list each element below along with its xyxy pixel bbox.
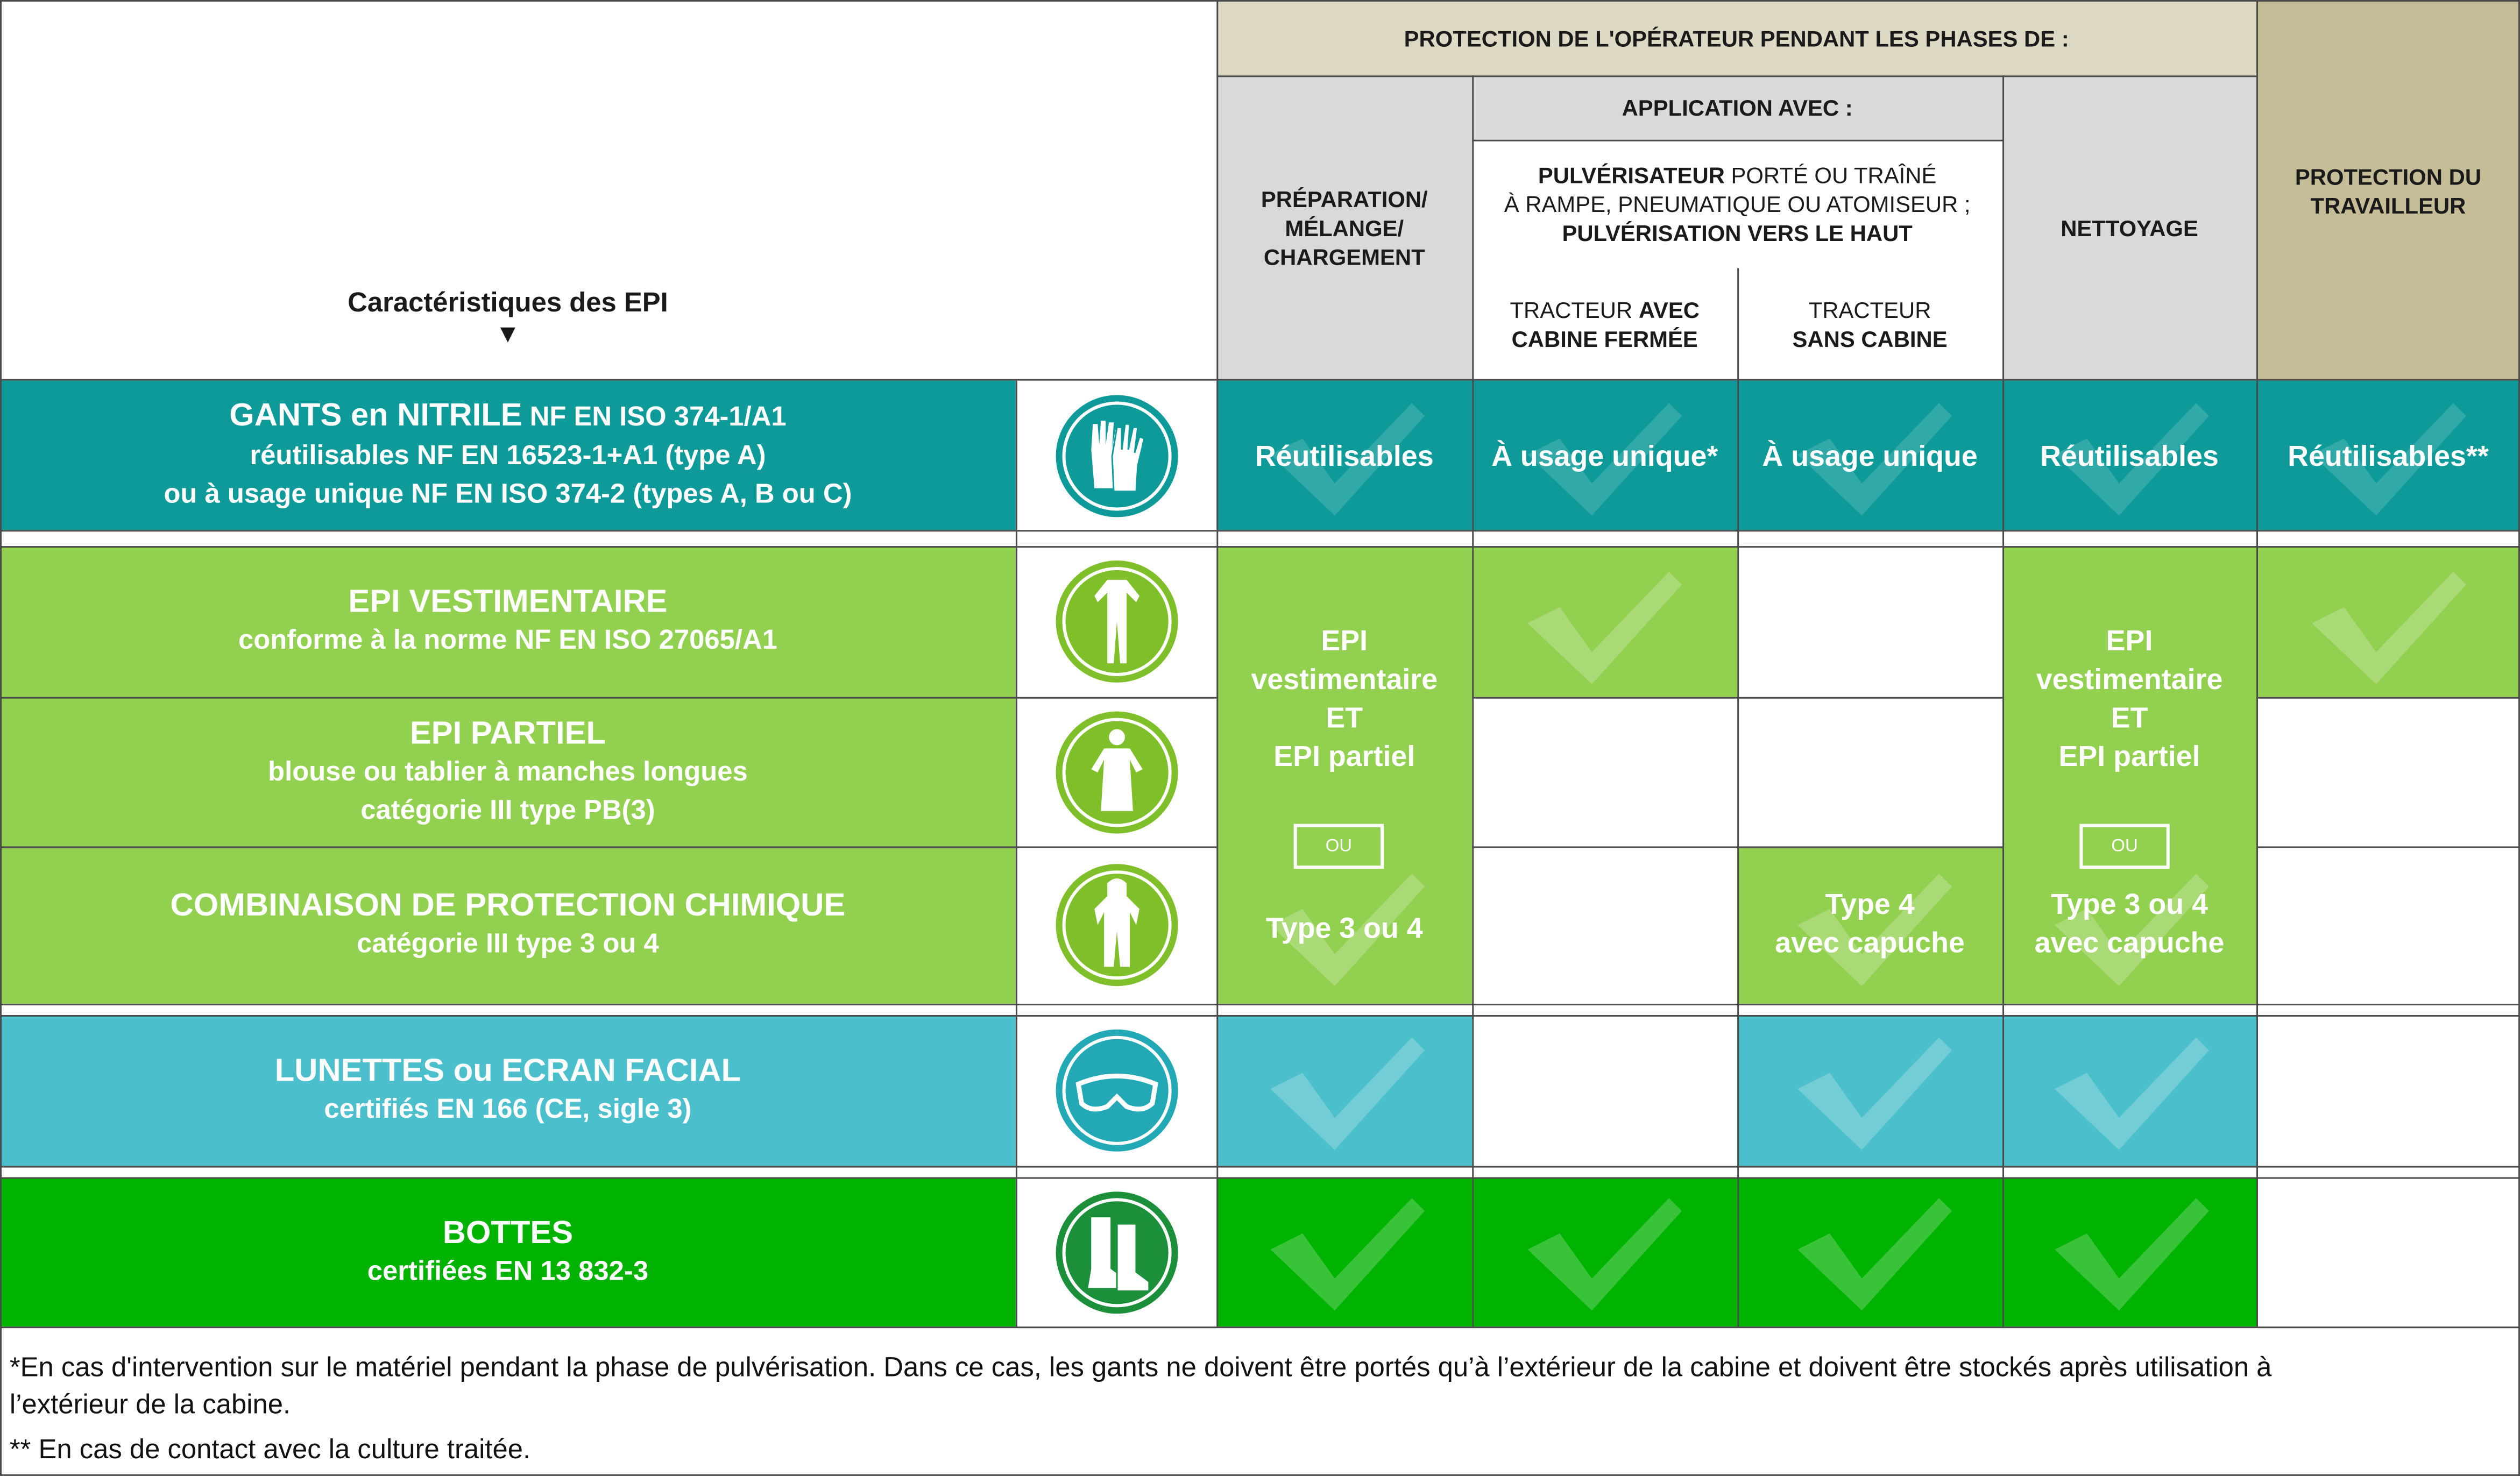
grid-line bbox=[0, 530, 2520, 531]
prep-type34 bbox=[1216, 899, 1472, 957]
check-icon bbox=[1781, 1188, 1966, 1317]
check-icon bbox=[1511, 1188, 1696, 1317]
grid-line bbox=[0, 0, 2, 1476]
header-preparation bbox=[1216, 75, 1472, 380]
combo-line2: vestimentaire bbox=[2036, 663, 2223, 696]
combo-line3: ET bbox=[2111, 701, 2148, 734]
check-icon bbox=[1781, 1028, 1966, 1156]
safety-glasses-icon bbox=[1052, 1026, 1180, 1155]
glasses-worker bbox=[2256, 1015, 2520, 1166]
gloves-line3: ou à usage unique NF EN ISO 374-2 (types A, B ou C) bbox=[164, 478, 852, 509]
boots-icon-cell bbox=[1016, 1177, 1216, 1327]
prep-line2: MÉLANGE/ bbox=[1285, 215, 1404, 241]
coverall-line2: catégorie III type 3 ou 4 bbox=[357, 928, 659, 959]
cleaning-type34-hood bbox=[2002, 875, 2256, 971]
grid-line bbox=[0, 379, 2520, 381]
apron-icon bbox=[1052, 707, 1180, 836]
grid-line bbox=[0, 1326, 2520, 1328]
check-icon bbox=[2038, 1188, 2223, 1317]
cell-worker-partial bbox=[2256, 697, 2520, 847]
hooded-coverall-icon bbox=[1052, 861, 1180, 989]
gloves-title-b: NF EN ISO 374-1/A1 bbox=[522, 401, 787, 432]
combo-line1: EPI bbox=[1321, 625, 1368, 657]
gloves-line2: réutilisables NF EN 16523-1+A1 (type A) bbox=[250, 440, 766, 471]
grid-line bbox=[1472, 846, 2002, 848]
cleaning-epi-combo bbox=[2002, 611, 2256, 787]
boots-worker bbox=[2256, 1177, 2520, 1327]
grid-line bbox=[1472, 75, 1474, 1326]
row-boots-label bbox=[0, 1177, 1016, 1327]
sprayer-line2: À RAMPE, PNEUMATIQUE OU ATOMISEUR ; bbox=[1504, 191, 1971, 217]
row-coverall-label bbox=[0, 846, 1016, 1004]
partial-line2: blouse ou tablier à manches longues bbox=[268, 755, 748, 786]
prep-type34-text: Type 3 ou 4 bbox=[1265, 912, 1423, 945]
row-partial-label bbox=[0, 697, 1016, 847]
grid-line bbox=[0, 846, 1216, 848]
partial-line3: catégorie III type PB(3) bbox=[360, 794, 655, 825]
tractor-nocab-line2: SANS CABINE bbox=[1792, 326, 1948, 352]
gloves-val-1: Réutilisables bbox=[1255, 439, 1434, 472]
combo-line1: EPI bbox=[2106, 625, 2153, 657]
footnote-1 bbox=[10, 1349, 2510, 1423]
clothing-icon-cell bbox=[1016, 546, 1216, 697]
gloves-icon bbox=[1052, 391, 1180, 520]
glasses-line2: certifiés EN 166 (CE, sigle 3) bbox=[324, 1094, 692, 1124]
application-title: APPLICATION AVEC : bbox=[1622, 95, 1853, 120]
gloves-title-a: GANTS en NITRILE bbox=[229, 398, 522, 434]
grid-line bbox=[1216, 0, 1218, 1326]
coverall-icon-cell bbox=[1016, 846, 1216, 1004]
header-phases bbox=[1216, 0, 2256, 75]
footnote-1-line2: l’extérieur de la cabine. bbox=[9, 1389, 291, 1420]
epi-label-text: Caractéristiques des EPI bbox=[348, 287, 668, 318]
gloves-val-4: Réutilisables bbox=[2040, 439, 2219, 472]
header-tractor-cab bbox=[1472, 268, 1737, 381]
grid-line bbox=[0, 697, 1216, 699]
combo-line3: ET bbox=[1326, 701, 1363, 734]
glasses-icon-cell bbox=[1016, 1015, 1216, 1166]
nocab-type4-line1: Type 4 bbox=[1825, 888, 1915, 920]
prep-epi-combo bbox=[1216, 611, 1472, 787]
grid-line bbox=[2256, 846, 2520, 848]
nocab-type4 bbox=[1737, 875, 2002, 971]
phases-title: PROTECTION DE L'OPÉRATEUR PENDANT LES PHASES DE : bbox=[1404, 25, 2069, 51]
grid-line bbox=[0, 546, 2520, 548]
cell-tractor-nocab-partial bbox=[1737, 697, 2002, 847]
glasses-title: LUNETTES ou ECRAN FACIAL bbox=[274, 1053, 741, 1089]
footnote-1-line1: *En cas d'intervention sur le matériel pendant la phase de pulvérisation. Dans ce cas, les gants ne doivent être portés qu’à l’extérieur de la cabine et doivent être stockés après utilisation à bbox=[9, 1352, 2272, 1383]
combo-line2: vestimentaire bbox=[1251, 663, 1438, 696]
check-icon bbox=[2295, 562, 2480, 691]
grid-line bbox=[0, 1166, 2520, 1168]
work-clothing-icon bbox=[1052, 557, 1180, 686]
grid-line bbox=[0, 1474, 2520, 1476]
tractor-nocab-line1: TRACTEUR bbox=[1808, 297, 1931, 323]
or-badge: OU bbox=[1294, 824, 1384, 869]
row-glasses-label bbox=[0, 1015, 1016, 1166]
grid-line bbox=[1472, 140, 2002, 141]
tractor-cab-line1 bbox=[1510, 295, 1699, 324]
gloves-val-2: À usage unique* bbox=[1491, 439, 1718, 472]
check-icon bbox=[1511, 562, 1696, 691]
grid-line bbox=[0, 1004, 2520, 1005]
worker-line2: TRAVAILLEUR bbox=[2310, 191, 2466, 218]
boots-line2: certifiées EN 13 832-3 bbox=[367, 1255, 649, 1286]
gloves-title bbox=[229, 396, 786, 437]
grid-line bbox=[1216, 75, 2256, 77]
footnote-2: ** En cas de contact avec la culture traitée. bbox=[9, 1434, 531, 1465]
tractor-cab-b: AVEC bbox=[1638, 297, 1700, 323]
cell-tractor-cab-partial bbox=[1472, 697, 1737, 847]
glasses-tractor-cab bbox=[1472, 1015, 1737, 1166]
coverall-title: COMBINAISON DE PROTECTION CHIMIQUE bbox=[170, 888, 846, 924]
cell-tractor-cab-coverall bbox=[1472, 846, 1737, 1004]
gloves-icon-cell bbox=[1016, 381, 1216, 530]
header-worker-protection bbox=[2256, 0, 2520, 381]
tractor-cab-line2: CABINE FERMÉE bbox=[1511, 326, 1698, 352]
cell-tractor-nocab-clothing bbox=[1737, 546, 2002, 697]
partial-title: EPI PARTIEL bbox=[409, 715, 606, 751]
grid-line bbox=[1016, 381, 1017, 1327]
worker-line1: PROTECTION DU bbox=[2295, 163, 2482, 189]
clothing-line2: conforme à la norme NF EN ISO 27065/A1 bbox=[238, 625, 777, 656]
prep-line3: CHARGEMENT bbox=[1263, 244, 1425, 270]
header-application bbox=[1472, 75, 2002, 139]
tractor-cab-a: TRACTEUR bbox=[1510, 297, 1639, 323]
gloves-val-3: À usage unique bbox=[1762, 439, 1978, 472]
clothing-title: EPI VESTIMENTAIRE bbox=[348, 584, 668, 620]
sprayer-line1-rest: PORTÉ OU TRAÎNÉ bbox=[1724, 162, 1937, 188]
grid-line bbox=[1472, 697, 2002, 699]
check-icon bbox=[1254, 1188, 1439, 1317]
grid-line bbox=[2256, 0, 2258, 1326]
or-badge: OU bbox=[2079, 824, 2169, 869]
combo-line4: EPI partiel bbox=[1273, 740, 1415, 773]
header-sprayer bbox=[1472, 140, 2002, 268]
row-clothing-label bbox=[0, 546, 1016, 697]
gloves-val-5: Réutilisables** bbox=[2288, 439, 2489, 472]
row-gloves-label bbox=[0, 381, 1016, 530]
grid-line bbox=[0, 0, 2520, 2]
prep-line1: PRÉPARATION/ bbox=[1261, 186, 1428, 212]
sprayer-word: PULVÉRISATEUR bbox=[1538, 162, 1725, 188]
grid-line bbox=[0, 1177, 2520, 1179]
grid-line bbox=[2002, 75, 2004, 1326]
header-cleaning bbox=[2002, 75, 2256, 380]
sprayer-line1 bbox=[1538, 161, 1936, 190]
cell-worker-coverall bbox=[2256, 846, 2520, 1004]
check-icon bbox=[2038, 1028, 2223, 1156]
down-arrow-icon: ▼ bbox=[495, 321, 521, 349]
grid-line bbox=[1737, 268, 1739, 1327]
sprayer-line3: PULVÉRISATION VERS LE HAUT bbox=[1562, 220, 1913, 246]
nocab-type4-line2: avec capuche bbox=[1775, 926, 1965, 959]
cleaning-type34-line2: avec capuche bbox=[2034, 926, 2225, 959]
header-epi-label bbox=[0, 273, 1016, 370]
partial-icon-cell bbox=[1016, 697, 1216, 847]
cleaning-label: NETTOYAGE bbox=[2061, 215, 2198, 241]
grid-line bbox=[2518, 0, 2520, 1476]
boots-title: BOTTES bbox=[442, 1215, 574, 1251]
boots-icon bbox=[1052, 1188, 1180, 1316]
grid-line bbox=[2256, 697, 2520, 699]
check-icon bbox=[1254, 1028, 1439, 1156]
combo-line4: EPI partiel bbox=[2058, 740, 2200, 773]
grid-line bbox=[0, 1015, 2520, 1017]
cleaning-type34-line1: Type 3 ou 4 bbox=[2051, 888, 2208, 920]
header-tractor-nocab bbox=[1737, 268, 2002, 381]
